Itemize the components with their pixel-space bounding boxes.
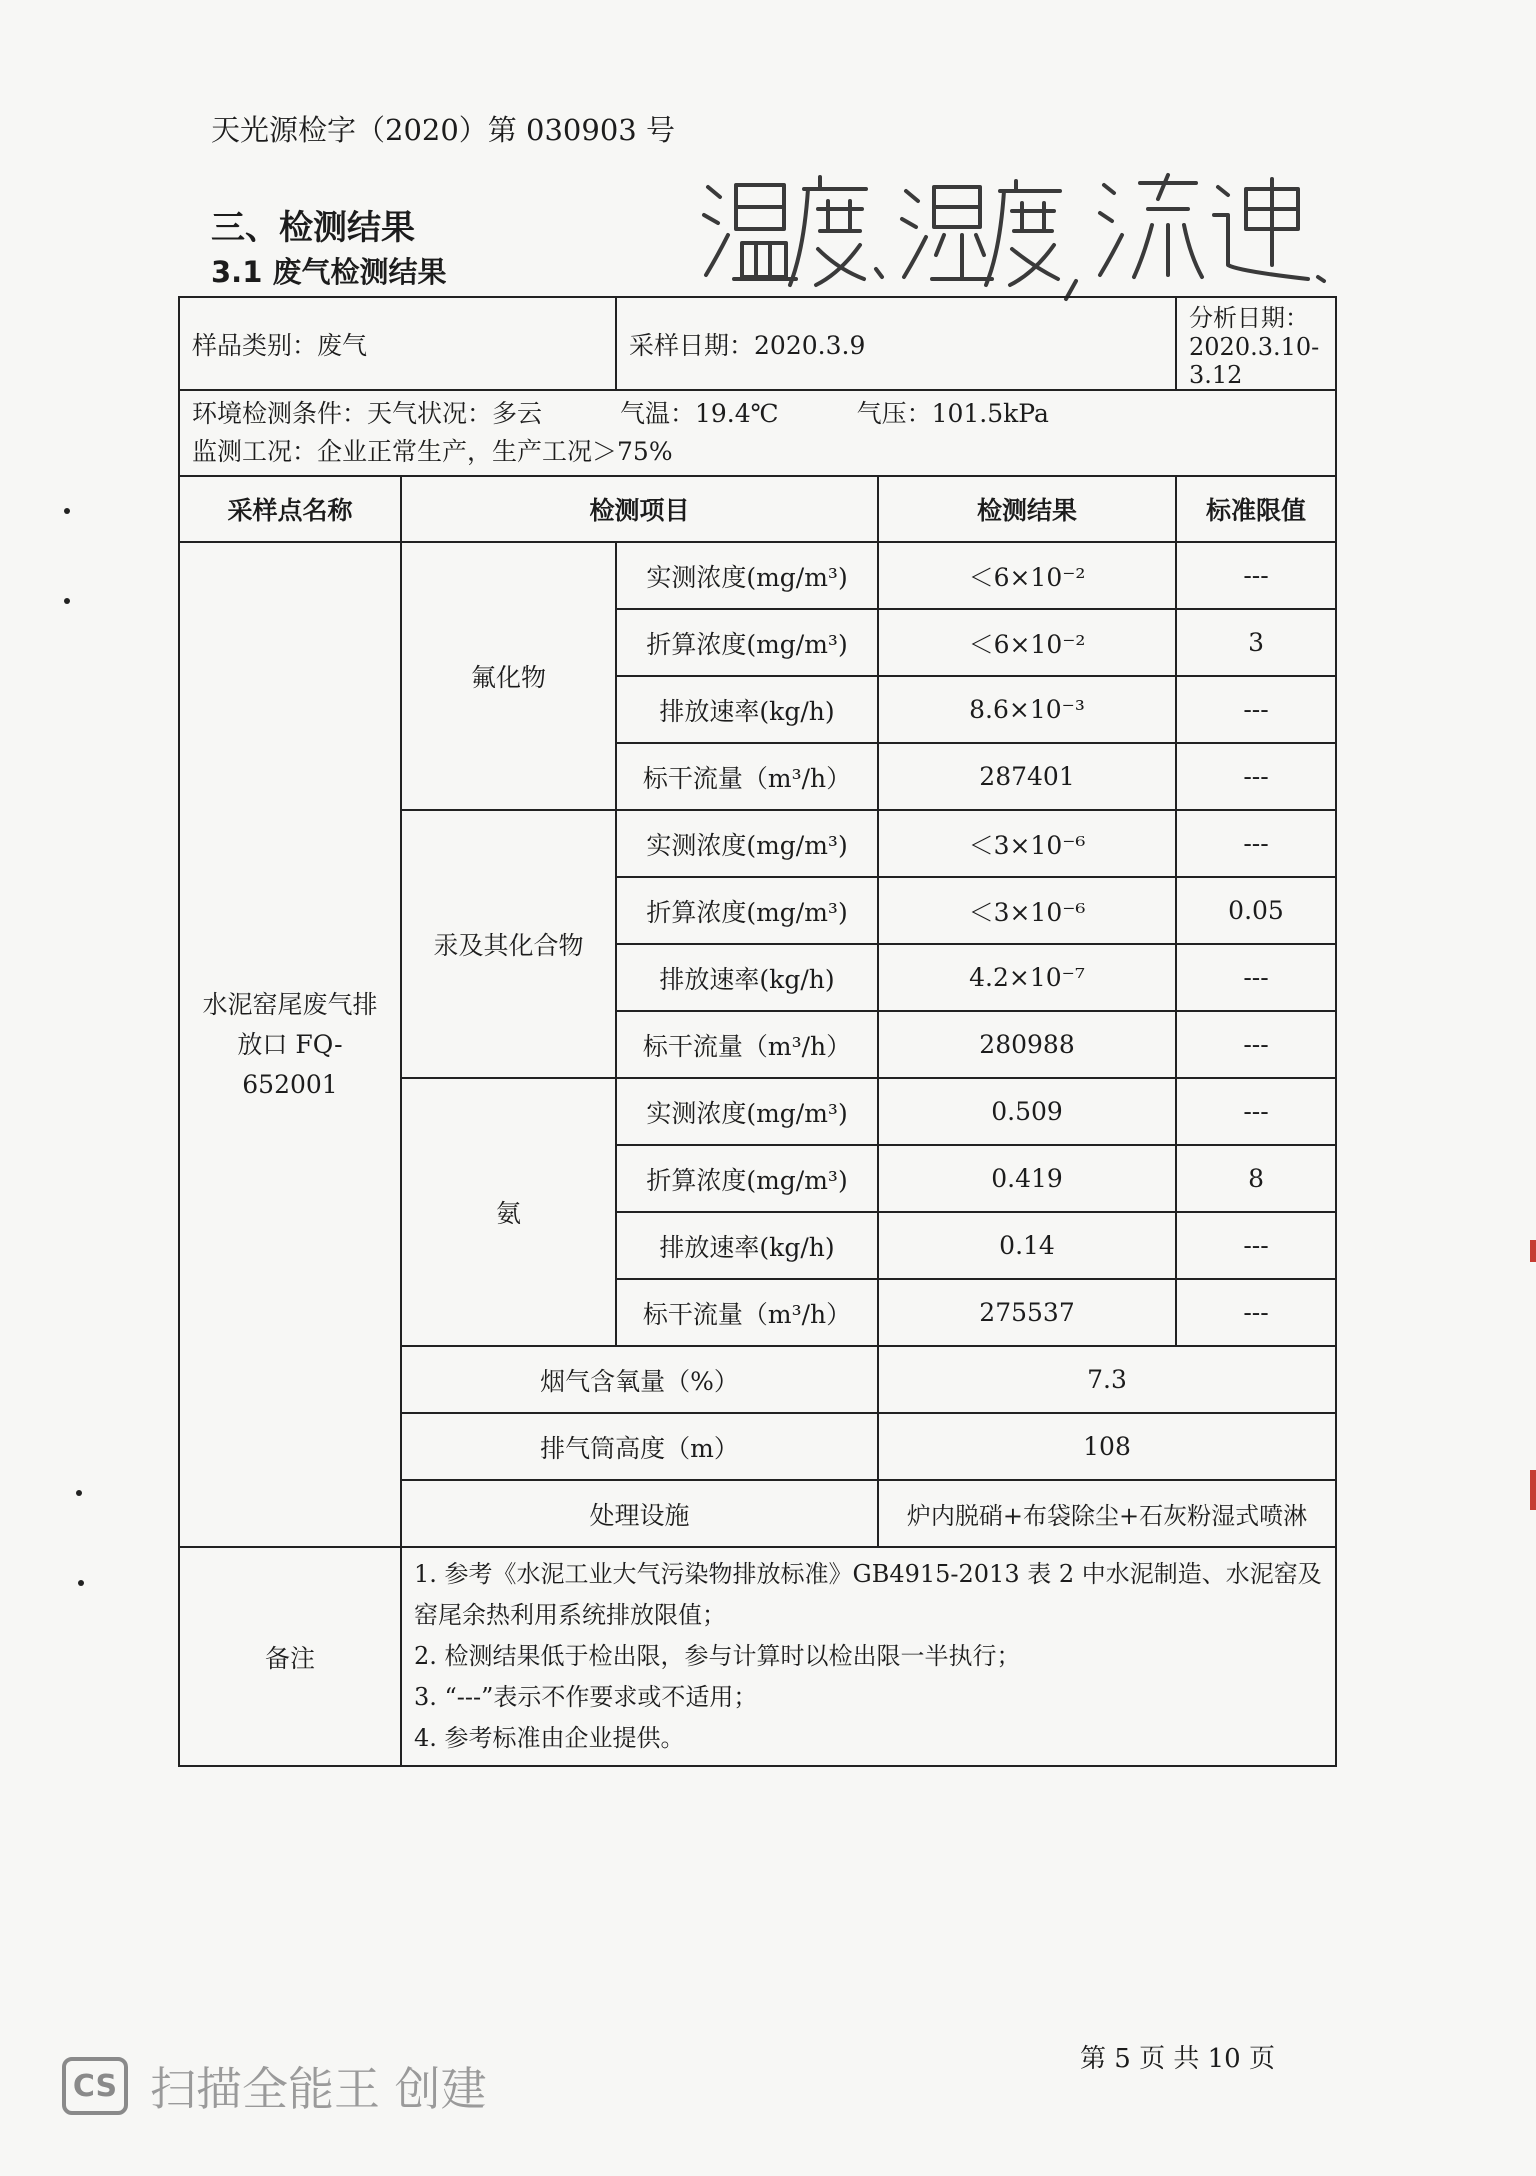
limit-cell: ---: [1176, 542, 1336, 609]
result-cell: 280988: [878, 1011, 1176, 1078]
result-cell: 275537: [878, 1279, 1176, 1346]
result-cell: ＜3×10⁻⁶: [878, 877, 1176, 944]
parameter-cell: 折算浓度(mg/m³): [616, 877, 878, 944]
scanner-watermark: [62, 2055, 487, 2117]
air-temperature: 气温：19.4℃: [619, 399, 779, 428]
sampling-point-name: 水泥窑尾废气排放口 FQ-652001: [179, 542, 401, 1547]
parameter-cell: 排放速率(kg/h): [616, 676, 878, 743]
pollutant-name: 氨: [401, 1078, 616, 1346]
col-header-item: 检测项目: [401, 476, 878, 542]
parameter-cell: 排放速率(kg/h): [616, 1212, 878, 1279]
treatment-facility-value: 炉内脱硝+布袋除尘+石灰粉湿式喷淋: [878, 1480, 1336, 1547]
result-cell: ＜6×10⁻²: [878, 542, 1176, 609]
oxygen-content-value: 7.3: [878, 1346, 1336, 1413]
stack-height-label: 排气筒高度（m）: [401, 1413, 878, 1480]
limit-cell: ---: [1176, 1212, 1336, 1279]
limit-cell: 8: [1176, 1145, 1336, 1212]
parameter-cell: 实测浓度(mg/m³): [616, 542, 878, 609]
weather-condition: 环境检测条件：天气状况：多云: [192, 399, 543, 428]
col-header-point: 采样点名称: [179, 476, 401, 542]
parameter-cell: 标干流量（m³/h）: [616, 743, 878, 810]
handwritten-note: [700, 165, 1330, 305]
parameter-cell: 标干流量（m³/h）: [616, 1279, 878, 1346]
sample-type: 样品类别：废气: [179, 297, 616, 390]
note-line: 2. 检测结果低于检出限，参与计算时以检出限一半执行；: [414, 1642, 1021, 1670]
note-line: 1. 参考《水泥工业大气污染物排放标准》GB4915-2013 表 2 中水泥制造、水泥窑及: [414, 1560, 1322, 1588]
result-cell: 0.419: [878, 1145, 1176, 1212]
col-header-result: 检测结果: [878, 476, 1176, 542]
parameter-cell: 折算浓度(mg/m³): [616, 609, 878, 676]
air-pressure: 气压：101.5kPa: [856, 399, 1049, 428]
page-number: 第 5 页 共 10 页: [1080, 2044, 1275, 2074]
scan-speck: [64, 508, 70, 514]
note-line: 4. 参考标准由企业提供。: [414, 1724, 685, 1752]
result-cell: 0.509: [878, 1078, 1176, 1145]
limit-cell: ---: [1176, 944, 1336, 1011]
parameter-cell: 实测浓度(mg/m³): [616, 810, 878, 877]
oxygen-content-label: 烟气含氧量（%）: [401, 1346, 878, 1413]
limit-cell: ---: [1176, 743, 1336, 810]
parameter-cell: 实测浓度(mg/m³): [616, 1078, 878, 1145]
environment-conditions: [179, 390, 1336, 476]
col-header-limit: 标准限值: [1176, 476, 1336, 542]
result-cell: 287401: [878, 743, 1176, 810]
treatment-facility-label: 处理设施: [401, 1480, 878, 1547]
limit-cell: ---: [1176, 810, 1336, 877]
scan-speck: [76, 1490, 82, 1496]
waste-gas-results-table: [178, 296, 1337, 1767]
binding-edge-mark: [1530, 1470, 1536, 1510]
sampling-date: 采样日期：2020.3.9: [616, 297, 1176, 390]
scan-speck: [64, 598, 70, 604]
pollutant-name: 汞及其化合物: [401, 810, 616, 1078]
limit-cell: 3: [1176, 609, 1336, 676]
notes-content: [401, 1547, 1336, 1766]
report-number: 天光源检字（2020）第 030903 号: [211, 113, 675, 147]
result-cell: ＜3×10⁻⁶: [878, 810, 1176, 877]
parameter-cell: 标干流量（m³/h）: [616, 1011, 878, 1078]
result-cell: ＜6×10⁻²: [878, 609, 1176, 676]
watermark-text: 扫描全能王 创建: [150, 2062, 487, 2116]
pollutant-name: 氟化物: [401, 542, 616, 810]
section-title: 三、检测结果: [211, 208, 415, 248]
limit-cell: ---: [1176, 1279, 1336, 1346]
limit-cell: ---: [1176, 676, 1336, 743]
scan-speck: [78, 1580, 84, 1586]
stack-height-value: 108: [878, 1413, 1336, 1480]
result-cell: 4.2×10⁻⁷: [878, 944, 1176, 1011]
sub-section-title: 3.1 废气检测结果: [211, 255, 447, 289]
result-cell: 8.6×10⁻³: [878, 676, 1176, 743]
working-condition: 监测工况：企业正常生产，生产工况＞75%: [192, 437, 673, 466]
note-line: 3. “---”表示不作要求或不适用；: [414, 1683, 758, 1711]
analysis-date: 分析日期：2020.3.10-3.12: [1176, 297, 1336, 390]
parameter-cell: 排放速率(kg/h): [616, 944, 878, 1011]
result-cell: 0.14: [878, 1212, 1176, 1279]
binding-edge-mark: [1530, 1240, 1536, 1262]
limit-cell: ---: [1176, 1078, 1336, 1145]
limit-cell: 0.05: [1176, 877, 1336, 944]
limit-cell: ---: [1176, 1011, 1336, 1078]
note-line: 窑尾余热利用系统排放限值；: [414, 1601, 726, 1629]
camscanner-logo-icon: CS: [62, 2057, 128, 2115]
parameter-cell: 折算浓度(mg/m³): [616, 1145, 878, 1212]
notes-label: 备注: [179, 1547, 401, 1766]
